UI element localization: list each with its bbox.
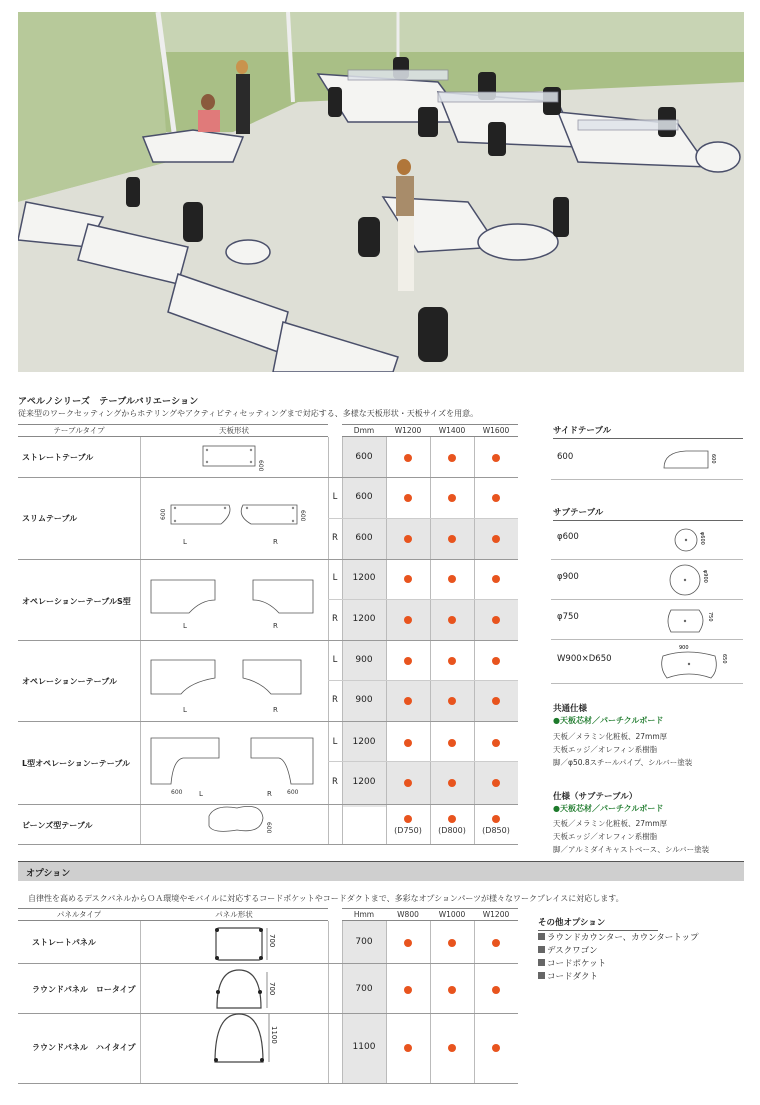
- lr-label: L: [332, 655, 338, 665]
- hmm-value: 700: [355, 984, 373, 994]
- sub-table-row: [551, 560, 743, 600]
- available-dot: [404, 697, 412, 705]
- available-dot: [492, 575, 500, 583]
- shape-label: L: [183, 622, 187, 630]
- available-dot: [404, 616, 412, 624]
- dmm-value: 600: [355, 492, 373, 502]
- lr-label: L: [332, 492, 338, 502]
- other-option-item: ラウンドカウンター、カウンタートップ: [538, 931, 698, 943]
- shape-label: 600: [299, 510, 306, 522]
- row-name-straight: ストレートテーブル: [22, 453, 94, 462]
- options-band: [18, 861, 744, 881]
- series-title: アペルノシリーズ テーブルバリエーション: [18, 397, 199, 407]
- available-dot: [404, 779, 412, 787]
- hmm-value: 700: [355, 937, 373, 947]
- shape-label: L: [183, 538, 187, 546]
- spec-line: 天板エッジ／オレフィン系樹脂: [553, 745, 658, 754]
- panel-shape-drawings: [141, 922, 328, 1082]
- spec-line: 天板／メラミン化粧板、27mm厚: [553, 732, 668, 741]
- shape-label: 600: [160, 508, 167, 520]
- shape-label: R: [267, 790, 272, 798]
- opt-header-w1000: W1000: [430, 908, 474, 921]
- available-dot: [404, 1044, 412, 1052]
- spec-line: 脚／アルミダイキャストベース、シルバー塗装: [553, 845, 710, 854]
- side-table-title: サイドテーブル: [553, 424, 743, 439]
- spec-line: 脚／φ50.8スチールパイプ、シルバー塗装: [553, 758, 693, 767]
- beans-depth: (D850): [482, 826, 510, 835]
- spec-line: 天板エッジ／オレフィン系樹脂: [553, 832, 658, 841]
- side-table-shape: [656, 446, 726, 472]
- options-title: オプション: [26, 869, 71, 879]
- available-dot: [404, 815, 412, 823]
- opt-row-name: ラウンドパネル ハイタイプ: [32, 1043, 136, 1052]
- side-table-value: 600: [557, 452, 574, 462]
- other-options-title: その他オプション: [538, 916, 658, 931]
- opt-header-type: パネルタイプ: [18, 908, 140, 921]
- available-dot: [448, 494, 456, 502]
- available-dot: [492, 454, 500, 462]
- opt-header-w1200: W1200: [474, 908, 518, 921]
- lr-label: L: [332, 573, 338, 583]
- available-dot: [492, 697, 500, 705]
- dmm-value: 1200: [352, 573, 376, 583]
- lr-label: R: [332, 614, 338, 624]
- dmm-value: 1200: [352, 777, 376, 787]
- shape-label: L: [183, 706, 187, 714]
- available-dot: [404, 739, 412, 747]
- spec-sub-head: ●天板芯材／パーチクルボード: [553, 804, 664, 813]
- office-photo: [18, 12, 744, 372]
- available-dot: [404, 535, 412, 543]
- spec-common-title: 共通仕様: [553, 704, 588, 714]
- available-dot: [448, 939, 456, 947]
- shape-label: 600: [265, 822, 272, 834]
- lr-label: R: [332, 533, 338, 543]
- shape-label: 1100: [270, 1026, 278, 1044]
- available-dot: [492, 535, 500, 543]
- shape-label: 600: [171, 789, 183, 796]
- table-shape-drawings: [141, 438, 328, 844]
- shape-label: 900: [679, 645, 689, 651]
- col-header-shape: 天板形状: [140, 424, 328, 437]
- spec-sub-title: 仕様（サブテーブル）: [553, 792, 638, 802]
- sub-table-row: [551, 520, 743, 560]
- dmm-value: 600: [355, 452, 373, 462]
- available-dot: [448, 535, 456, 543]
- col-header-w1400: W1400: [430, 424, 474, 437]
- shape-label: 650: [721, 654, 727, 664]
- col-header-type: テーブルタイプ: [18, 424, 140, 437]
- available-dot: [448, 454, 456, 462]
- shape-label: R: [273, 622, 278, 630]
- shape-label: 750: [707, 612, 713, 622]
- other-option-item: デスクワゴン: [538, 944, 598, 956]
- shape-label: φ900: [702, 570, 708, 583]
- available-dot: [448, 739, 456, 747]
- sub-table-value: φ900: [557, 572, 579, 582]
- opt-header-hmm: Hmm: [342, 908, 386, 921]
- shape-label: 600: [710, 454, 716, 464]
- row-name-operation: オペレーションーテーブル: [22, 677, 117, 686]
- other-option-item: コードダクト: [538, 970, 598, 982]
- shape-label: R: [273, 538, 278, 546]
- col-header-w1600: W1600: [474, 424, 518, 437]
- col-header-w1200: W1200: [386, 424, 430, 437]
- beans-depth: (D750): [394, 826, 422, 835]
- sub-table-row: [551, 640, 743, 684]
- row-name-l-operation: L型オペレーションーテーブル: [22, 759, 131, 768]
- available-dot: [448, 575, 456, 583]
- shape-label: L: [199, 790, 203, 798]
- shape-label: 600: [257, 460, 264, 472]
- available-dot: [448, 616, 456, 624]
- sub-table-value: φ600: [557, 532, 579, 542]
- available-dot: [448, 657, 456, 665]
- lr-label: R: [332, 695, 338, 705]
- row-name-slim: スリムテーブル: [22, 514, 78, 523]
- hmm-value: 1100: [352, 1042, 376, 1052]
- series-intro: 従来型のワークセッティングからホテリングやアクティビティセッティングまで対応する、多様な天板形状・天板サイズを用意。: [18, 409, 479, 418]
- other-option-item: コードポケット: [538, 957, 606, 969]
- available-dot: [448, 779, 456, 787]
- shape-label: 700: [268, 982, 276, 996]
- shape-label: φ600: [699, 532, 705, 545]
- available-dot: [492, 494, 500, 502]
- opt-row-name: ストレートパネル: [32, 938, 96, 947]
- side-table-row: [551, 440, 743, 480]
- beans-depth: (D800): [438, 826, 466, 835]
- sub-table-value: W900×D650: [557, 654, 612, 664]
- row-name-operation-s: オペレーションーテーブルS型: [22, 597, 131, 606]
- options-intro: 自律性を高めるデスクパネルからＯＡ環境やモバイルに対応するコードポケットやコードダクトまで、多彩なオプションパーツが様々なワークプレイスに対応します。: [28, 894, 624, 903]
- available-dot: [492, 657, 500, 665]
- dmm-value: 600: [355, 533, 373, 543]
- available-dot: [404, 986, 412, 994]
- available-dot: [492, 739, 500, 747]
- lr-label: L: [332, 737, 338, 747]
- dmm-value: 900: [355, 695, 373, 705]
- shape-label: R: [273, 706, 278, 714]
- available-dot: [492, 986, 500, 994]
- available-dot: [448, 697, 456, 705]
- dmm-value: 1200: [352, 737, 376, 747]
- dmm-value: 900: [355, 655, 373, 665]
- lr-label: R: [332, 777, 338, 787]
- sub-table-title: サブテーブル: [553, 506, 743, 521]
- col-header-dmm: Dmm: [342, 424, 386, 437]
- available-dot: [404, 939, 412, 947]
- spec-line: 天板／メラミン化粧板、27mm厚: [553, 819, 668, 828]
- available-dot: [404, 494, 412, 502]
- row-name-beans: ビーンズ型テーブル: [22, 821, 93, 830]
- shape-label: 700: [268, 934, 276, 948]
- available-dot: [492, 1044, 500, 1052]
- sub-table-value: φ750: [557, 612, 579, 622]
- available-dot: [404, 657, 412, 665]
- opt-row-name: ラウンドパネル ロータイプ: [32, 985, 136, 994]
- available-dot: [404, 575, 412, 583]
- opt-header-w800: W800: [386, 908, 430, 921]
- available-dot: [448, 815, 456, 823]
- spec-common-head: ●天板芯材／パーチクルボード: [553, 716, 664, 725]
- available-dot: [492, 939, 500, 947]
- shape-label: 600: [287, 789, 299, 796]
- available-dot: [404, 454, 412, 462]
- available-dot: [492, 815, 500, 823]
- available-dot: [448, 986, 456, 994]
- opt-header-shape: パネル形状: [140, 908, 328, 921]
- sub-table-row: [551, 600, 743, 640]
- available-dot: [492, 616, 500, 624]
- available-dot: [492, 779, 500, 787]
- dmm-value: 1200: [352, 614, 376, 624]
- available-dot: [448, 1044, 456, 1052]
